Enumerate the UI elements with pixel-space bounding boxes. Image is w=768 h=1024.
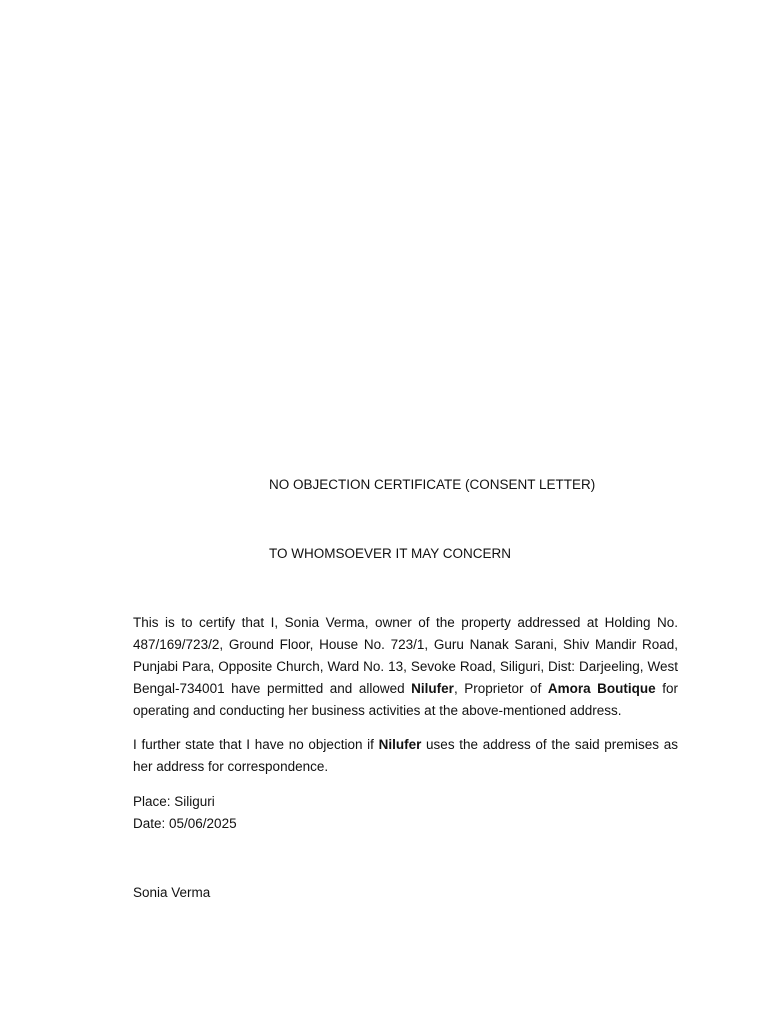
no-objection-paragraph bbox=[133, 734, 678, 778]
signatory-name: Sonia Verma bbox=[133, 885, 211, 900]
place-line: Place: Siliguri bbox=[133, 794, 215, 809]
date-line: Date: 05/06/2025 bbox=[133, 816, 237, 831]
paragraph-text: This is to certify that I, Sonia Verma, owner of the property addressed at Holding No. 487/169/723/2, Ground Floor, House No. 723/1, Guru Nanak Sarani, Shiv Mandir Road, Punjabi Para, Opposite Church, Ward No. 13, Sevoke Road, Siliguri, Dist: Darjeeling, West Bengal-734001 have permitted and allowed bbox=[133, 615, 678, 696]
paragraph-text: for operating and conducting her business activities at the above-mentioned address. bbox=[133, 681, 678, 718]
document-title: NO OBJECTION CERTIFICATE (CONSENT LETTER) bbox=[269, 477, 596, 492]
business-name: Amora Boutique bbox=[547, 681, 656, 696]
proprietor-name: Nilufer bbox=[411, 681, 454, 696]
paragraph-text: I further state that I have no objection if bbox=[133, 737, 379, 752]
paragraph-text: uses the address of the said premises as her address for correspondence. bbox=[133, 737, 678, 774]
paragraph-text: , Proprietor of bbox=[453, 681, 548, 696]
salutation: TO WHOMSOEVER IT MAY CONCERN bbox=[269, 546, 512, 561]
certification-paragraph bbox=[133, 612, 678, 722]
proprietor-name: Nilufer bbox=[378, 737, 422, 752]
